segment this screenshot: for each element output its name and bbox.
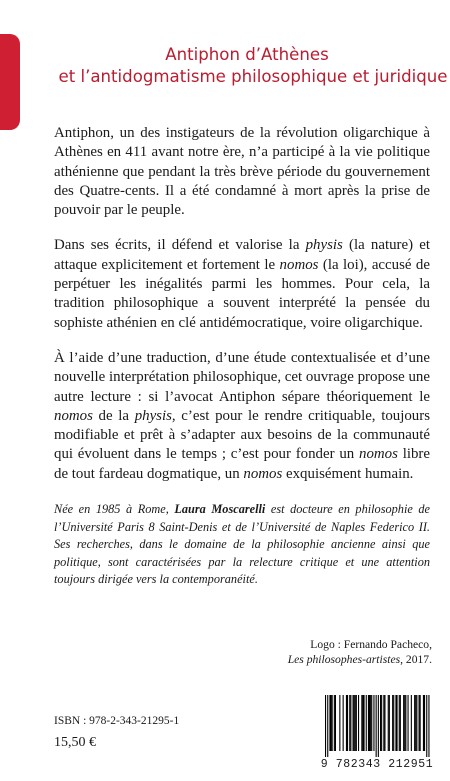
barcode-bar: [353, 695, 354, 751]
barcode-bar: [423, 695, 424, 751]
credit-year: , 2017.: [400, 653, 432, 666]
term-physis: physis: [305, 237, 343, 254]
barcode-bar: [420, 695, 421, 751]
barcode-bar: [355, 695, 356, 751]
text-run: (la loi), accusé de perpétuer les inégalités parmi les hommes. Pour cela, la tradition philosophique a souvent interprété la pensée du sophiste athénien en clé antidémocratique, voire oligarchique.: [54, 256, 430, 331]
barcode-bar: [346, 695, 347, 751]
price: 15,50 €: [54, 735, 96, 750]
barcode-bar: [376, 695, 377, 757]
barcode-bar: [378, 695, 379, 757]
barcode-bar: [371, 695, 372, 751]
term-nomos: nomos: [54, 407, 93, 424]
barcode-bar: [358, 695, 359, 751]
barcode-bar: [370, 695, 371, 751]
text-run: Dans ses écrits, il défend et valorise la: [54, 237, 306, 254]
bio-text: Née en 1985 à Rome,: [54, 502, 175, 516]
author-name: Laura Moscarelli: [174, 502, 266, 516]
barcode-bar: [380, 695, 381, 751]
barcode-bar: [361, 695, 362, 751]
barcode-bars-icon: [318, 693, 436, 757]
text-run: , c’est pour le rendre critiquable, toujours modifiable et prêt à s’adapter aux besoins de la communauté qui évoluent dans le temps ; c’est pour fonder un: [54, 407, 431, 463]
text-run: À l’aide d’une traduction, d’une étude contextualisée et d’une nouvelle interprétation philosophique, cet ouvrage propose une autre lecture : si l’avocat Antiphon sépare théoriquement le: [54, 349, 430, 405]
isbn: ISBN : 978-2-343-21295-1: [54, 715, 180, 727]
paragraph-3: [54, 349, 430, 484]
barcode-bar: [347, 695, 348, 751]
author-bio: [54, 501, 430, 589]
text-run: exquisément humain.: [282, 465, 414, 482]
barcode-bar: [415, 695, 416, 751]
text-run: (la nature) et attaque explicitement et fortement le: [54, 237, 430, 273]
barcode-bar: [327, 695, 328, 757]
barcode-bar: [419, 695, 420, 751]
barcode-bar: [362, 695, 363, 751]
text-run: de la: [92, 407, 135, 424]
barcode-bar: [426, 695, 427, 757]
barcode-bar: [334, 695, 335, 751]
barcode-bar: [356, 695, 357, 751]
paragraph-2: [54, 236, 430, 332]
title-line-2: et l’antidogmatisme philosophique et juridique: [58, 67, 448, 86]
series-name: Les philosophes-artistes: [287, 653, 401, 666]
barcode-bar: [331, 695, 332, 751]
barcode-digits: 9 782343 212951: [320, 758, 434, 771]
barcode-bar: [393, 695, 394, 751]
barcode-bar: [403, 695, 404, 751]
term-nomos: nomos: [359, 446, 398, 463]
barcode-bar: [368, 695, 369, 751]
barcode-bar: [381, 695, 382, 751]
blurb: [54, 124, 430, 484]
barcode-bar: [339, 695, 340, 751]
paragraph-1: Antiphon, un des instigateurs de la révolution oligarchique à Athènes en 411 avant notre ère, n’a participé à la vie politique athénienne que pendant la très brève période du gouvernement des Quatre-cents. Il a été condamné à mort après la prise de pouvoir par le peuple.: [54, 125, 430, 219]
logo-credit-line-2: [288, 652, 432, 667]
barcode: [318, 693, 436, 773]
barcode-bar: [349, 695, 350, 751]
barcode-bar: [397, 695, 398, 751]
barcode-bar: [424, 695, 425, 751]
barcode-bar: [392, 695, 393, 751]
barcode-bar: [399, 695, 400, 751]
barcode-bar: [400, 695, 401, 751]
barcode-bar: [329, 695, 330, 751]
barcode-bar: [350, 695, 351, 751]
barcode-bar: [405, 695, 406, 751]
barcode-bar: [389, 695, 390, 751]
barcode-bar: [373, 695, 374, 751]
logo-credit-line-1: Logo : Fernando Pacheco,: [310, 638, 432, 651]
term-nomos: nomos: [243, 465, 283, 482]
text-run: libre de tout fardeau dogmatique, un: [54, 446, 430, 482]
barcode-bar: [428, 695, 429, 757]
barcode-bar: [369, 695, 370, 751]
barcode-bar: [414, 695, 415, 751]
barcode-bar: [364, 695, 365, 751]
title-line-1: Antiphon d’Athènes: [165, 45, 329, 64]
barcode-bar: [384, 695, 385, 751]
barcode-bar: [332, 695, 333, 751]
book-title: [44, 44, 450, 88]
barcode-bar: [335, 695, 336, 751]
barcode-bar: [404, 695, 405, 751]
term-physis: physis: [134, 407, 172, 424]
barcode-bar: [325, 695, 326, 757]
term-nomos: nomos: [279, 256, 319, 273]
barcode-bar: [388, 695, 389, 751]
barcode-bar: [354, 695, 355, 751]
logo-credit: [288, 637, 432, 667]
barcode-bar: [366, 695, 367, 751]
barcode-bar: [383, 695, 384, 751]
barcode-bar: [343, 695, 344, 751]
red-corner-tab: [0, 34, 20, 130]
barcode-bar: [411, 695, 412, 751]
barcode-bar: [395, 695, 396, 751]
barcode-bar: [408, 695, 409, 751]
barcode-bar: [416, 695, 417, 751]
bio-text: est docteure en philosophie de l’Université Paris 8 Saint-Denis et de l’Université de Naples Federico II. Ses recherches, dans le domaine de la philosophie ancienne ainsi que politique, sont caractérisées par la relecture critique et une attention toujours dirigée vers la contemporanéité.: [54, 502, 430, 586]
